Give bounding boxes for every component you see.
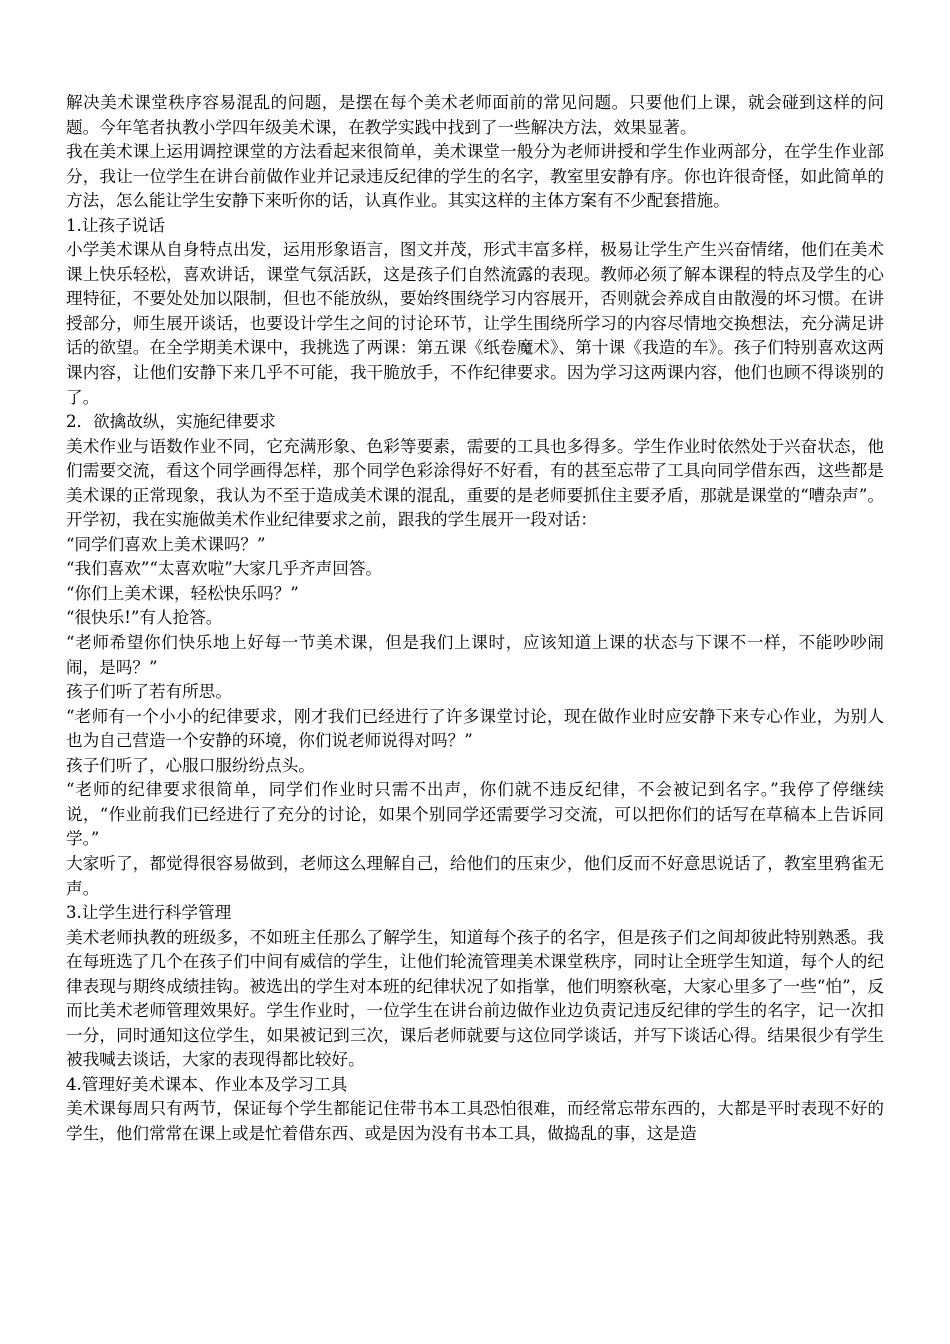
document-body (66, 91, 884, 1147)
paragraph-section-2: 美术作业与语数作业不同，它充满形象、色彩等要素，需要的工具也多得多。学生作业时依然处于兴奋状态，他们需要交流，看这个同学画得怎样，那个同学色彩涂得好不好看，有的甚至忘带了工具向同学借东西，这些都是美术课的正常现象，我认为不至于造成美术课的混乱，重要的是老师要抓住主要矛盾，那就是课堂的“嘈杂声”。开学初，我在实施做美术作业纪律要求之前，跟我的学生展开一段对话： (66, 436, 884, 530)
section-heading-3: 3.让学生进行科学管理 (66, 903, 232, 923)
dialogue-line: “你们上美术课，轻松快乐吗？” (66, 583, 299, 603)
section-heading-2: 2．欲擒故纵，实施纪律要求 (66, 412, 276, 432)
paragraph-intro: 解决美术课堂秩序容易混乱的问题，是摆在每个美术老师面前的常见问题。只要他们上课，就会碰到这样的问题。今年笔者执教小学四年级美术课，在教学实践中找到了一些解决方法，效果显著。 (66, 93, 884, 137)
dialogue-line: 孩子们听了若有所思。 (66, 682, 232, 702)
paragraph-section-1: 小学美术课从自身特点出发，运用形象语言，图文并茂，形式丰富多样，极易让学生产生兴奋情绪，他们在美术课上快乐轻松，喜欢讲话，课堂气氛活跃，这是孩子们自然流露的表现。教师必须了解本课程的特点及学生的心理特征，不要处处加以限制，但也不能放纵，要始终围绕学习内容展开，否则就会养成自由散漫的坏习惯。在讲授部分，师生展开谈话，也要设计学生之间的讨论环节，让学生围绕所学习的内容尽情地交换想法，充分满足讲话的欲望。在全学期美术课中，我挑选了两课：第五课《纸卷魔术》、第十课《我造的车》。孩子们特别喜欢这两课内容，让他们安静下来几乎不可能，我干脆放手，不作纪律要求。因为学习这两课内容，他们也顾不得谈别的了。 (66, 240, 884, 407)
paragraph-section-3: 美术老师执教的班级多，不如班主任那么了解学生，知道每个孩子的名字，但是孩子们之间却彼此特别熟悉。我在每班选了几个在孩子们中间有威信的学生，让他们轮流管理美术课堂秩序，同时让全班学生知道，每个人的纪律表现与期终成绩挂钩。被选出的学生对本班的纪律状况了如指掌，他们明察秋毫，大家心里多了一些“怕”，反而比美术老师管理效果好。学生作业时，一位学生在讲台前边做作业边负责记违反纪律的学生的名字，记一次扣一分，同时通知这位学生，如果被记到三次，课后老师就要与这位同学谈话，并写下谈话心得。结果很少有学生被我喊去谈话，大家的表现得都比较好。 (66, 927, 884, 1070)
paragraph-method: 我在美术课上运用调控课堂的方法看起来很简单，美术课堂一般分为老师讲授和学生作业两部分，在学生作业部分，我让一位学生在讲台前做作业并记录违反纪律的学生的名字，教室里安静有序。你也许很奇怪，如此简单的方法，怎么能让学生安静下来听你的话，认真作业。其实这样的主体方案有不少配套措施。 (66, 142, 884, 211)
paragraph-section-4: 美术课每周只有两节，保证每个学生都能记住带书本工具恐怕很难，而经常忘带东西的，大都是平时表现不好的学生，他们常常在课上或是忙着借东西、或是因为没有书本工具，做捣乱的事，这是造 (66, 1099, 884, 1143)
section-heading-1: 1.让孩子说话 (66, 215, 165, 235)
dialogue-line: “老师的纪律要求很简单，同学们作业时只需不出声，你们就不违反纪律，不会被记到名字。”我停了停继续说，“作业前我们已经进行了充分的讨论，如果个别同学还需要学习交流，可以把你们的话写在草稿本上告诉同学。” (66, 780, 884, 849)
paragraph-outcome: 大家听了，都觉得很容易做到，老师这么理解自己，给他们的压束少，他们反而不好意思说话了，教室里鸦雀无声。 (66, 853, 884, 898)
dialogue-line: “我们喜欢”“太喜欢啦”大家几乎齐声回答。 (66, 559, 383, 579)
dialogue-line: “老师希望你们快乐地上好每一节美术课，但是我们上课时，应该知道上课的状态与下课不一样，不能吵吵闹闹，是吗？” (66, 633, 884, 677)
dialogue-line: “很快乐!”有人抢答。 (66, 608, 223, 628)
dialogue-line: “老师有一个小小的纪律要求，刚才我们已经进行了许多课堂讨论，现在做作业时应安静下来专心作业，为别人也为自己营造一个安静的环境，你们说老师说得对吗？” (66, 706, 884, 751)
section-heading-4: 4.管理好美术课本、作业本及学习工具 (66, 1074, 348, 1094)
dialogue-line: “同学们喜欢上美术课吗？” (66, 534, 266, 554)
dialogue-line: 孩子们听了，心服口服纷纷点头。 (66, 755, 315, 775)
